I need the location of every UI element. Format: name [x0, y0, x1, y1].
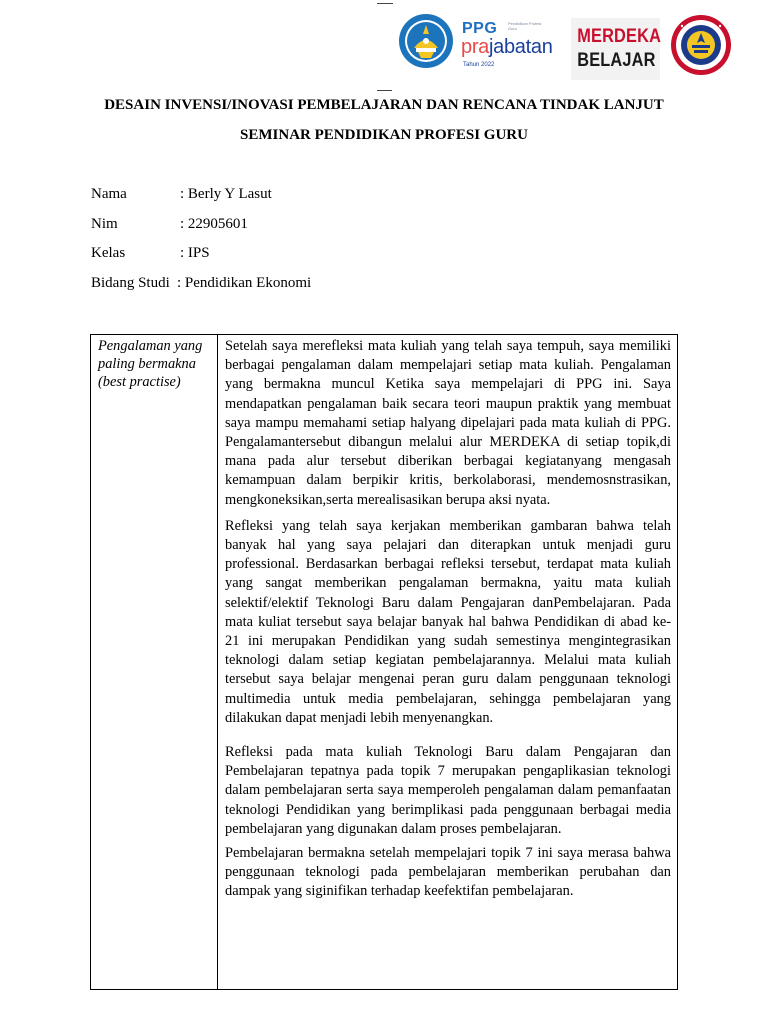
unima-emblem-icon	[670, 12, 732, 78]
document-title-line1: DESAIN INVENSI/INOVASI PEMBELAJARAN DAN RENCANA TINDAK LANJUT	[104, 97, 664, 113]
merdeka-belajar-logo	[571, 18, 660, 80]
identity-row-bidang-studi	[91, 275, 691, 305]
reflection-content	[218, 335, 677, 902]
reflection-paragraph: Refleksi pada mata kuliah Teknologi Baru dalam Pengajaran dan Pembelajaran tepatnya pada topik 7 merupakan pengaplikasian teknologi dalam pembelajaran serta saya memperoleh pengalaman dalam pemanfaatan teknologi Pendidikan yang berimplikasi pada penggunaan berbagai media pembelajaran yang digunakan dalam proses pembelajaran.	[225, 744, 671, 837]
merdeka-wordmark: MERDEKA	[577, 26, 662, 47]
prajabatan-wordmark	[461, 36, 553, 59]
identity-label: Kelas	[91, 245, 126, 262]
document-title-line2: SEMINAR PENDIDIKAN PROFESI GURU	[240, 127, 528, 143]
kemdikbud-emblem-icon	[398, 12, 454, 70]
page-mark-top	[377, 0, 393, 4]
reflection-paragraph: Pembelajaran bermakna setelah mempelajari topik 7 ini saya merasa bahwa penggunaan teknologi pada pembelajaran memberikan perubahan dan dampak yang siginifikan terhadap keefektifan pembelajaran.	[225, 845, 671, 900]
identity-row-kelas	[91, 245, 691, 275]
table-row	[91, 335, 678, 990]
belajar-wordmark: BELAJAR	[577, 50, 656, 71]
identity-value: : Pendidikan Ekonomi	[177, 275, 312, 292]
label-line: (best practise)	[98, 374, 181, 390]
identity-value: : IPS	[180, 245, 210, 262]
table-cell-label	[91, 335, 218, 990]
identity-label: Nama	[91, 186, 127, 202]
ppg-year: Tahun 2022	[463, 62, 495, 68]
identity-label: Nim	[91, 215, 118, 232]
identity-value: : Berly Y Lasut	[180, 186, 272, 202]
reflection-paragraph: Setelah saya merefleksi mata kuliah yang telah saya tempuh, saya memiliki berbagai pengalaman dalam mempelajari setiap mata kuliah. Pengalaman yang bermakna muncul Ketika saya mempelajari di PPG ini. Saya mendapatkan pengalaman baik secara teori maupun praktik yang membuat saya mampu memahami setiap halyang dipelajari pada mata kuliah di PPG. Pengalamantersebut dibangun melalui alur MERDEKA di setiap topik,di mana pada alur tersebut diberikan berbagai kegiatanyang mengasah kemampuan dalam berpikir kritis, berkolaborasi, mendemosnstrasikan, mengkoneksikan,serta merealisasikan berupa aksi nyata.	[225, 338, 671, 508]
prajabatan-suffix: jabatan	[489, 36, 553, 58]
identity-row-nim	[91, 216, 691, 246]
reflection-paragraph: Refleksi yang telah saya kerjakan memberikan gambaran bahwa telah banyak hal yang saya pelajari dan diterapkan untuk menjadi guru professional. Berdasarkan berbagai refleksi tersebut, terdapat mata kuliah yang sangat memberikan pengalaman bermakna, yaitu mata kuliah selektif/elektif Teknologi Baru dalam Pengajaran danPembelajaran. Pada mata kuliat tersebut saya belajar banyak hal bahwa Pendidikan di abad ke- 21 ini merupakan Pendidikan yang sudah semestinya mengintegrasikan teknologi dalam setiap kegiatan pembelajarannya. Melalui mata kuliah tersebut saya belajar mengenai peran guru dalam penggunaan teknologi multimedia untuk media pembelajaran, sehingga pembelajaran yang dilakukan dapat menjadi lebih menyenangkan.	[225, 517, 671, 726]
table-cell-content	[218, 335, 678, 990]
reflection-table	[90, 334, 678, 990]
page-mark-middle	[377, 90, 392, 93]
unima-logo	[670, 12, 732, 78]
label-line: Pengalaman yang	[98, 338, 203, 354]
header-logos	[396, 10, 736, 84]
identity-label: Bidang Studi	[91, 275, 170, 292]
ppg-prajabatan-logo	[460, 18, 564, 74]
best-practise-label	[91, 335, 217, 391]
identity-row-nama	[91, 186, 691, 216]
identity-value: : 22905601	[180, 215, 248, 232]
ppg-wordmark: PPG	[462, 20, 498, 37]
ppg-tagline: Pendidikan Profesi Guru	[508, 21, 542, 31]
kemdikbud-logo	[398, 12, 454, 70]
prajabatan-prefix: pra	[461, 36, 490, 58]
identity-block	[91, 186, 691, 305]
label-line: paling bermakna	[98, 356, 196, 372]
